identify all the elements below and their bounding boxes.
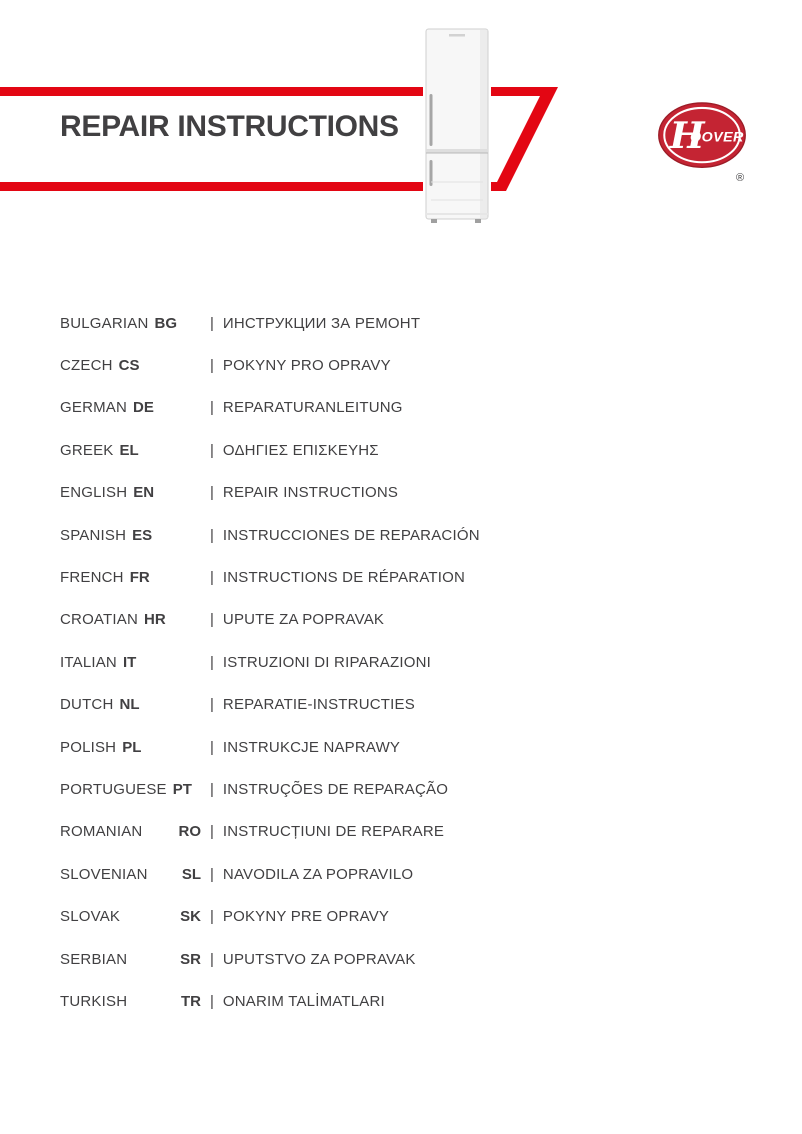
language-name-code [60, 866, 210, 883]
language-title: ИНСТРУКЦИИ ЗА РЕМОНТ [222, 314, 421, 332]
language-name-code [60, 399, 210, 416]
logo-script-h: H [669, 112, 705, 157]
language-name: PORTUGUESE [60, 780, 167, 798]
language-code: HR [144, 611, 166, 629]
pipe-separator: | [210, 992, 214, 1010]
language-title: INSTRUÇÕES DE REPARAÇÃO [222, 780, 449, 798]
language-row [60, 556, 760, 598]
language-name-code [60, 527, 210, 544]
pipe-separator: | [210, 611, 214, 629]
language-name: DUTCH [60, 696, 114, 714]
language-name-code [60, 781, 210, 798]
pipe-separator: | [210, 696, 214, 714]
language-title: REPARATURANLEITUNG [222, 399, 403, 417]
pipe-separator: | [210, 484, 214, 502]
language-name-code [60, 569, 210, 586]
language-code: PL [122, 738, 142, 756]
pipe-separator: | [210, 780, 214, 798]
language-code: PT [172, 780, 192, 798]
language-title: POKYNY PRO OPRAVY [222, 357, 391, 375]
language-title: POKYNY PRE OPRAVY [222, 908, 390, 926]
language-name-code [60, 654, 210, 671]
pipe-separator: | [210, 441, 214, 459]
language-name-code [60, 696, 210, 713]
fridge-image [423, 24, 491, 224]
language-title: INSTRUCȚIUNI DE REPARARE [222, 823, 445, 841]
pipe-separator: | [210, 399, 214, 417]
language-name: POLISH [60, 738, 117, 756]
language-title: UPUTE ZA POPRAVAK [222, 611, 385, 629]
language-row [60, 641, 760, 683]
pipe-separator: | [210, 738, 214, 756]
pipe-separator: | [210, 569, 214, 587]
language-code: TR [181, 992, 201, 1010]
language-row [60, 387, 760, 429]
language-name-code [60, 823, 210, 840]
language-title: REPAIR INSTRUCTIONS [222, 484, 399, 502]
language-name: CROATIAN [60, 611, 138, 629]
language-code: EN [133, 484, 155, 502]
language-row [60, 726, 760, 768]
language-code: RO [178, 823, 201, 841]
pipe-separator: | [210, 314, 214, 332]
registered-trademark-icon: ® [736, 172, 745, 184]
language-row [60, 344, 760, 386]
language-name: BULGARIAN [60, 314, 149, 332]
language-code: ES [132, 526, 153, 544]
language-code: FR [129, 569, 150, 587]
language-name: SPANISH [60, 526, 127, 544]
language-code: CS [118, 357, 140, 375]
language-row [60, 938, 760, 980]
page-title: REPAIR INSTRUCTIONS [60, 110, 399, 143]
logo-wordmark: OOVER [690, 129, 744, 146]
language-code: SR [180, 950, 201, 968]
language-title: UPUTSTVO ZA POPRAVAK [222, 950, 416, 968]
language-name-code [60, 442, 210, 459]
pipe-separator: | [210, 526, 214, 544]
language-row [60, 302, 760, 344]
language-name: ITALIAN [60, 653, 117, 671]
pipe-separator: | [210, 865, 214, 883]
language-name: ENGLISH [60, 484, 128, 502]
language-code: EL [119, 441, 139, 459]
language-row [60, 811, 760, 853]
language-name: FRENCH [60, 569, 124, 587]
language-name-code [60, 908, 210, 925]
pipe-separator: | [210, 653, 214, 671]
language-list [60, 302, 760, 1023]
language-code: DE [133, 399, 154, 417]
language-title: ΟΔΗΓΙΕΣ ΕΠΙΣΚΕΥΗΣ [222, 441, 379, 459]
pipe-separator: | [210, 357, 214, 375]
language-name-code [60, 315, 210, 332]
language-name: GERMAN [60, 399, 128, 417]
language-title: INSTRUKCJE NAPRAWY [222, 738, 401, 756]
language-name: GREEK [60, 441, 114, 459]
language-row [60, 599, 760, 641]
language-title: NAVODILA ZA POPRAVILO [222, 865, 414, 883]
language-name: SERBIAN [60, 950, 128, 968]
language-code: BG [154, 314, 177, 332]
language-name: CZECH [60, 357, 113, 375]
language-row [60, 429, 760, 471]
pipe-separator: | [210, 908, 214, 926]
language-row [60, 514, 760, 556]
language-title: ONARIM TALİMATLARI [222, 992, 385, 1010]
pipe-separator: | [210, 823, 214, 841]
language-title: REPARATIE-INSTRUCTIES [222, 696, 415, 714]
language-code: SL [181, 865, 201, 883]
language-code: SK [180, 908, 201, 926]
language-name: ROMANIAN [60, 823, 143, 841]
language-name: TURKISH [60, 992, 128, 1010]
language-code: NL [119, 696, 140, 714]
language-name-code [60, 611, 210, 628]
fridge-illustration [423, 24, 491, 224]
language-name-code [60, 357, 210, 374]
language-name-code [60, 993, 210, 1010]
language-row [60, 853, 760, 895]
language-name-code [60, 739, 210, 756]
language-row [60, 768, 760, 810]
fridge-door-handle [430, 94, 433, 146]
hoover-logo-icon [656, 100, 748, 172]
language-row [60, 980, 760, 1022]
language-row [60, 472, 760, 514]
pipe-separator: | [210, 950, 214, 968]
language-name-code [60, 951, 210, 968]
language-code: IT [122, 653, 137, 671]
language-row [60, 895, 760, 937]
language-name: SLOVENIAN [60, 865, 148, 883]
language-name-code [60, 484, 210, 501]
language-name: SLOVAK [60, 908, 121, 926]
language-title: INSTRUCTIONS DE RÉPARATION [222, 569, 466, 587]
language-title: ISTRUZIONI DI RIPARAZIONI [222, 653, 431, 671]
language-title: INSTRUCCIONES DE REPARACIÓN [222, 526, 480, 544]
brand-logo [656, 100, 748, 172]
language-row [60, 684, 760, 726]
